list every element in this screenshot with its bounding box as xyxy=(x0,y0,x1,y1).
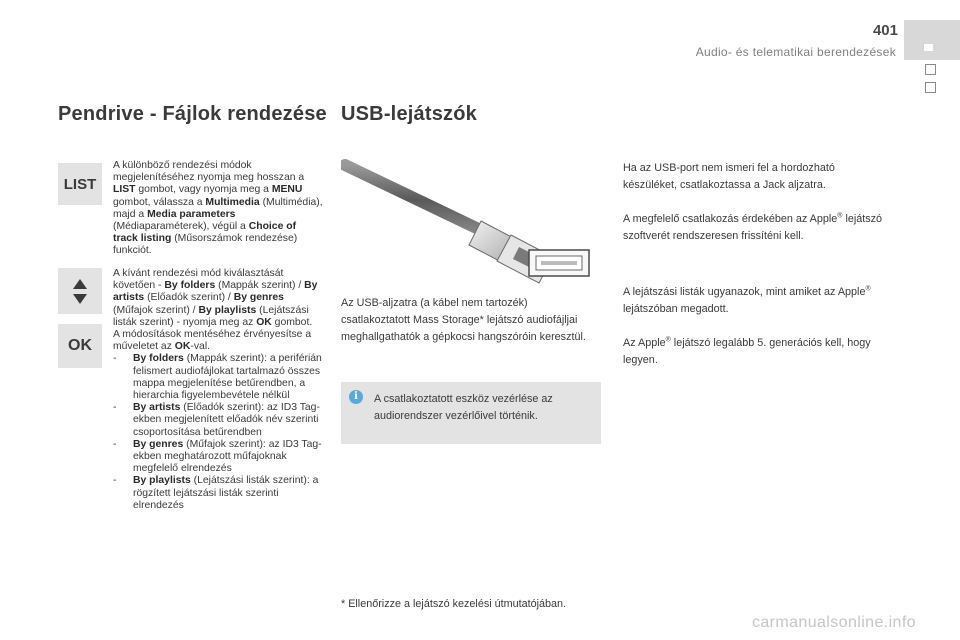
info-icon: i xyxy=(349,390,363,404)
usb-paragraph: Az USB-aljzatra (a kábel nem tartozék) csatlakoztatott Mass Storage* lejátszó audiofájljai meghallgathatók a gépkocsi hangszóróin keresztül. xyxy=(341,297,586,343)
left.para1-bold-term: Multimedia xyxy=(205,196,260,208)
sort-mode-label: By playlists xyxy=(133,475,191,487)
sort-mode-label: By folders xyxy=(133,353,184,365)
right-p4-b: lejátszó legalább 5. generációs kell, hogy legyen. xyxy=(623,337,871,366)
sort-mode-label: By artists xyxy=(133,402,181,414)
list-item xyxy=(113,402,323,439)
bullet-dash: - xyxy=(113,438,117,450)
left.para1-text: gombot, válassza a xyxy=(113,196,206,208)
left.para1-text: gombot, vagy nyomja meg a xyxy=(135,184,272,196)
ok-key: OK xyxy=(58,324,102,368)
usb-cable xyxy=(345,165,491,235)
left-paragraph-1 xyxy=(113,160,323,258)
sort-mode-description: (Előadók szerint): az ID3 Tag-ekben megjelenített előadók név szerinti csoportosítása betűrendben xyxy=(133,402,320,438)
right-paragraph-2 xyxy=(623,211,891,245)
sort-mode-description: (Mappák szerint): a periférián felismert audiofájlokat tartalmazó összes mappa megjelenítése betűrendben, a hierarchia figyelembevétele nélkül xyxy=(133,353,322,402)
left-paragraph-2 xyxy=(113,268,323,512)
left.para2-bold-term: By genres xyxy=(233,292,284,304)
left.para2-bold-term: By folders xyxy=(164,280,216,292)
bullet-dash: - xyxy=(113,353,117,365)
left.para2-bold-term: OK xyxy=(256,316,272,328)
right-p2-a: A megfelelő csatlakozás érdekében az Apple xyxy=(623,213,838,225)
list-item xyxy=(113,439,323,476)
right-p2-b: lejátszó szoftverét rendszeresen frissíténi kell. xyxy=(623,213,883,242)
left.para2-text: (Műfajok szerint) / xyxy=(113,304,199,316)
registered-mark: ® xyxy=(665,336,671,344)
left.para2-text: (Előadók szerint) / xyxy=(144,292,234,304)
left-title: Pendrive - Fájlok rendezése xyxy=(58,103,327,125)
list-key: LIST xyxy=(58,163,102,205)
down-arrow-icon xyxy=(73,294,87,304)
left.para1-text: (Médiaparaméterek), végül a xyxy=(113,221,249,233)
footnote: * Ellenőrizze a lejátszó kezelési útmutatójában. xyxy=(341,598,567,610)
left.para3-text: -val. xyxy=(190,341,211,353)
right-paragraph-4 xyxy=(623,335,891,369)
note-text: A csatlakoztatott eszköz vezérlése az audiorendszer vezérlőivel történik. xyxy=(374,393,553,422)
sort-mode-description: (Műfajok szerint): az ID3 Tag-ekben meghatározott műfajoknak megfelelő elrendezés xyxy=(133,438,322,475)
left.para1-bold-term: Media parameters xyxy=(147,208,236,220)
section-header: Audio- és telematikai berendezések xyxy=(695,45,896,59)
side-tab xyxy=(904,20,960,60)
note-box xyxy=(341,382,601,444)
left.para3-bold-term: OK xyxy=(174,341,191,353)
left.para3-text: A módosítások mentéséhez érvényesítse a műveletet az xyxy=(113,329,312,353)
bullet-dash: - xyxy=(113,475,117,487)
sort-mode-description: (Lejátszási listák szerint): a rögzített lejátszási listák szerinti elrendezés xyxy=(133,475,319,511)
right-p3-b: lejátszóban megadott. xyxy=(623,303,729,315)
arrow-keys xyxy=(58,268,102,314)
bullet-dash: - xyxy=(113,402,117,414)
left.para2-text: gombot. xyxy=(271,316,313,328)
right-paragraph-3 xyxy=(623,284,891,318)
left.para1-bold-term: LIST xyxy=(113,184,136,196)
registered-mark: ® xyxy=(865,285,871,293)
left.para2-text: (Lejátszási listák szerint) - nyomja meg az xyxy=(113,304,309,328)
left.para1-bold-term: MENU xyxy=(271,184,303,196)
right-p3-a: A lejátszási listák ugyanazok, mint amiket az Apple xyxy=(623,286,866,298)
sort-mode-label: By genres xyxy=(133,438,184,450)
list-item xyxy=(113,353,323,402)
confirm-paragraph xyxy=(113,329,323,353)
center-title: USB-lejátszók xyxy=(341,103,477,125)
side-tab-marker xyxy=(924,44,933,51)
right-p4-a: Az Apple xyxy=(623,337,666,349)
page-number: 401 xyxy=(872,22,898,39)
sort-mode-list xyxy=(113,353,323,512)
left.para1-text: (Multimédia), majd a xyxy=(113,196,323,220)
registered-mark: ® xyxy=(837,212,843,220)
watermark: carmanualsonline.info xyxy=(751,614,916,631)
left.para1-text: (Műsorszámok rendezése) funkciót. xyxy=(113,233,298,257)
left.para2-bold-term: By artists xyxy=(113,280,318,304)
selection-paragraph xyxy=(113,268,323,329)
side-box-1 xyxy=(925,64,936,75)
left.para2-bold-term: By playlists xyxy=(198,304,257,316)
up-arrow-icon xyxy=(73,279,87,289)
left.para2-text: (Mappák szerint) / xyxy=(215,280,305,292)
usb-port-tongue xyxy=(541,261,577,265)
left.para1-text: A különböző rendezési módok megjelenítéséhez nyomja meg hosszan a xyxy=(113,160,305,184)
left.para1-bold-term: Choice of track listing xyxy=(113,221,297,245)
side-box-2 xyxy=(925,82,936,93)
list-item xyxy=(113,475,323,512)
usb-cable-illustration xyxy=(341,153,599,288)
right-paragraph-1: Ha az USB-port nem ismeri fel a hordozható készüléket, csatlakoztassa a Jack aljzatra. xyxy=(623,162,835,191)
left.para2-text: A kívánt rendezési mód kiválasztását követően - xyxy=(113,268,284,292)
